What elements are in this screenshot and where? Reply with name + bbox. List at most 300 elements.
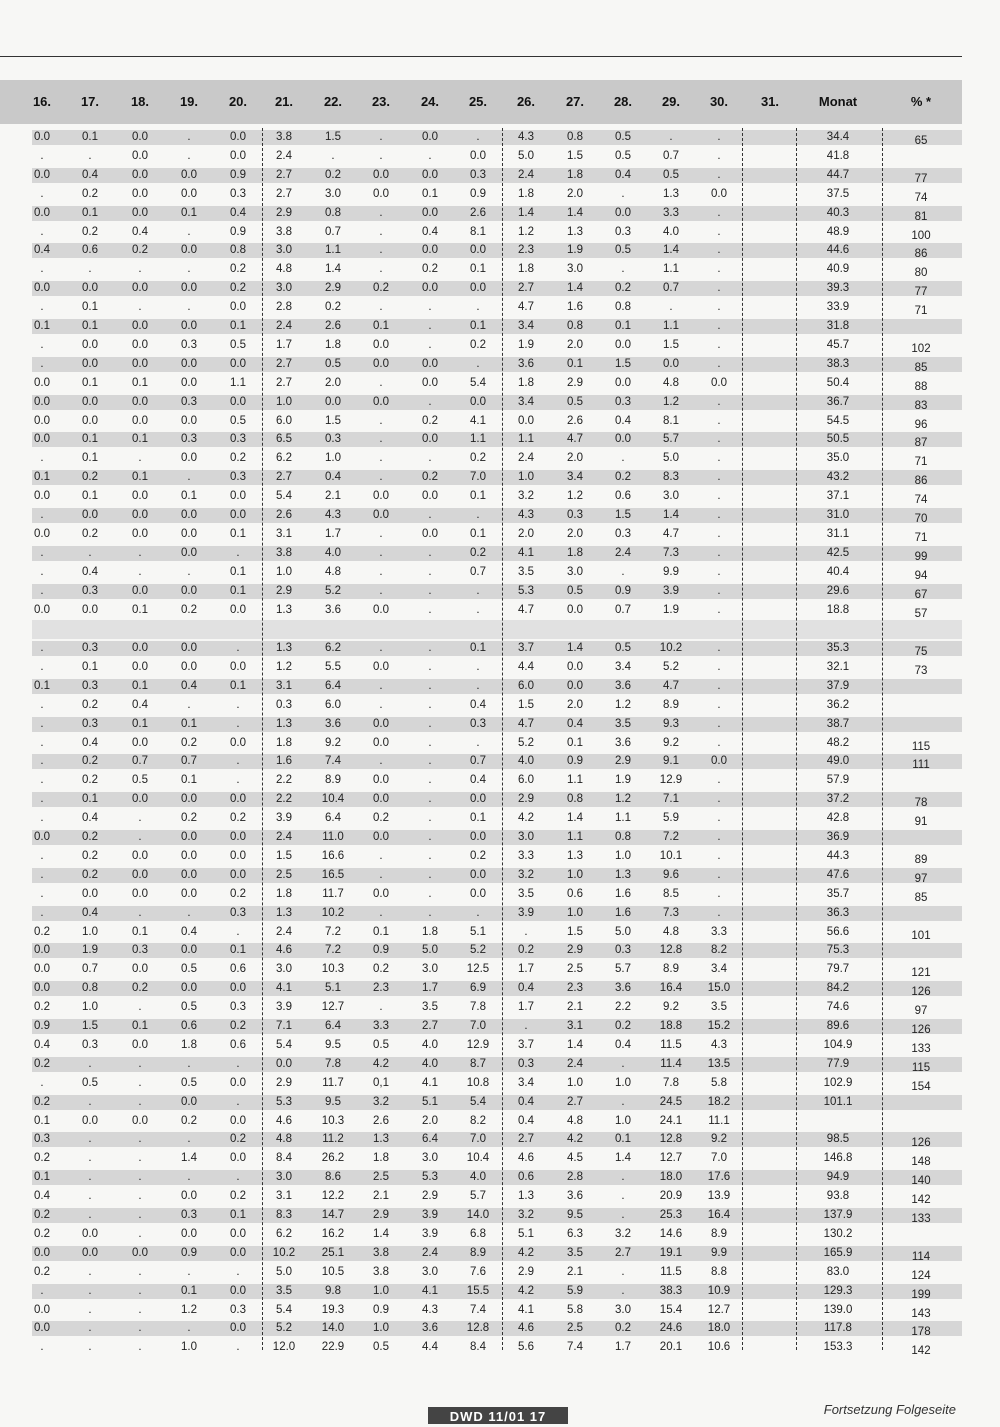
table-cell: 36.7 xyxy=(826,395,850,408)
table-cell: 0.2 xyxy=(470,452,486,465)
table-cell: 3.4 xyxy=(518,320,534,332)
table-cell: 0.0 xyxy=(82,887,98,900)
table-cell: 6.0 xyxy=(518,679,534,692)
table-cell: 9.5 xyxy=(325,1038,341,1051)
table-cell: 0.0 xyxy=(34,1322,50,1335)
table-cell: . xyxy=(621,1284,625,1297)
table-cell: 31.1 xyxy=(826,527,850,540)
table-cell: 0.3 xyxy=(230,433,246,446)
table-cell: 0.2 xyxy=(230,1190,246,1203)
group-separator xyxy=(32,620,962,639)
table-cell: 22.9 xyxy=(321,1341,345,1354)
table-cell: 7.4 xyxy=(325,755,341,768)
table-cell: 0.2 xyxy=(82,868,98,881)
table-cell: 7.2 xyxy=(663,831,679,843)
table-cell: 2.7 xyxy=(518,1133,534,1146)
table-cell: 1.5 xyxy=(325,131,341,143)
table-cell: 6.9 xyxy=(470,982,486,995)
column-header: % * xyxy=(910,94,932,109)
table-cell: . xyxy=(138,301,142,314)
table-cell: 1.0 xyxy=(567,868,583,881)
table-cell: 1.0 xyxy=(276,565,292,578)
table-cell: 8.2 xyxy=(470,1114,486,1127)
table-cell: 3.9 xyxy=(276,812,292,825)
table-cell: 0.4 xyxy=(325,471,341,484)
table-cell: . xyxy=(428,755,432,768)
table-cell: 0.0 xyxy=(34,168,50,181)
table-cell: 0.0 xyxy=(82,282,98,295)
table-cell: . xyxy=(717,509,721,521)
table-cell: 0.1 xyxy=(82,320,98,332)
table-cell: 0.1 xyxy=(181,717,197,730)
table-cell: 0.0 xyxy=(181,357,197,370)
table-cell: 0.3 xyxy=(567,509,583,521)
table-cell: 104.9 xyxy=(823,1038,853,1051)
table-cell: . xyxy=(717,301,721,314)
table-cell: . xyxy=(717,679,721,692)
table-cell: 1.4 xyxy=(615,1152,631,1165)
table-cell: 1.6 xyxy=(276,755,292,768)
table-cell: . xyxy=(138,906,142,919)
table-cell: 37.9 xyxy=(826,679,850,692)
table-cell: 0.2 xyxy=(34,1001,50,1014)
table-cell: 6.5 xyxy=(276,433,292,446)
table-cell: 79.7 xyxy=(826,963,850,976)
table-cell: . xyxy=(379,244,383,257)
table-cell: 83 xyxy=(914,399,928,412)
table-cell: 1.0 xyxy=(615,1076,631,1089)
table-cell: 93.8 xyxy=(826,1190,850,1203)
table-cell: 3.5 xyxy=(422,1001,438,1014)
table-cell: 33.9 xyxy=(826,301,850,314)
table-cell: 102 xyxy=(911,342,931,355)
table-cell: . xyxy=(717,263,721,276)
table-cell: . xyxy=(88,1152,92,1165)
table-cell: 0.5 xyxy=(615,244,631,257)
table-cell: 0.0 xyxy=(373,603,389,616)
table-cell: 0.0 xyxy=(422,244,438,257)
table-cell: 0.6 xyxy=(615,490,631,503)
table-cell: 0.1 xyxy=(132,717,148,730)
table-cell: 1.4 xyxy=(567,282,583,295)
table-cell: . xyxy=(138,1133,142,1146)
table-cell: 4.0 xyxy=(470,1171,486,1184)
table-cell: 101.1 xyxy=(823,1095,853,1108)
table-cell: . xyxy=(428,509,432,521)
table-cell: 41.8 xyxy=(826,149,850,162)
table-cell: 133 xyxy=(911,1213,931,1225)
table-cell: . xyxy=(138,1322,142,1335)
table-cell: 0.4 xyxy=(518,1114,534,1127)
table-cell: . xyxy=(379,698,383,711)
table-cell: 34.4 xyxy=(826,131,850,143)
table-cell: 0.3 xyxy=(276,698,292,711)
table-cell: 0.4 xyxy=(132,225,148,238)
table-cell: 0.0 xyxy=(34,603,50,616)
table-cell: 0.0 xyxy=(422,376,438,389)
table-cell: 1.3 xyxy=(276,717,292,730)
table-cell: 2.1 xyxy=(373,1190,389,1203)
table-cell: . xyxy=(187,1322,191,1335)
table-cell: 3.3 xyxy=(518,849,534,862)
table-cell: 3.6 xyxy=(615,736,631,749)
table-cell: 0.1 xyxy=(181,490,197,503)
table-cell: 16.4 xyxy=(659,982,683,995)
table-cell: . xyxy=(717,906,721,919)
table-cell: 0.2 xyxy=(34,1265,50,1278)
table-cell: 89 xyxy=(914,853,928,866)
table-cell: 133 xyxy=(911,1042,931,1055)
table-cell: 3.4 xyxy=(518,395,534,408)
table-cell: 0.1 xyxy=(34,679,50,692)
table-cell: 1.3 xyxy=(373,1133,389,1146)
table-cell: . xyxy=(236,1171,240,1184)
table-cell: 3.9 xyxy=(422,1227,438,1240)
table-cell: 0.2 xyxy=(230,887,246,900)
table-cell: . xyxy=(428,793,432,806)
table-cell: 8.7 xyxy=(470,1057,486,1070)
table-cell: . xyxy=(187,263,191,276)
table-cell: . xyxy=(138,263,142,276)
table-cell: 0.0 xyxy=(230,1152,246,1165)
table-cell: 10.4 xyxy=(466,1152,490,1165)
table-cell: 83.0 xyxy=(826,1265,850,1278)
table-cell: 0.1 xyxy=(132,925,148,938)
table-cell: 0.2 xyxy=(230,812,246,825)
table-cell: 14.0 xyxy=(321,1322,345,1335)
table-cell: . xyxy=(379,131,383,143)
table-cell: 0.3 xyxy=(615,944,631,957)
table-cell: 0.0 xyxy=(422,168,438,181)
table-cell: 74 xyxy=(914,494,928,507)
table-cell: 0.6 xyxy=(230,1038,246,1051)
table-cell: 0.1 xyxy=(470,490,486,503)
table-cell: . xyxy=(379,546,383,559)
table-cell: 0.1 xyxy=(567,736,583,749)
table-cell: 77.9 xyxy=(826,1057,850,1070)
table-cell: . xyxy=(428,774,432,787)
table-cell: 0.0 xyxy=(132,206,148,219)
table-cell: 38.3 xyxy=(659,1284,683,1297)
table-cell: 4.2 xyxy=(373,1057,389,1070)
table-cell: 0.0 xyxy=(132,395,148,408)
table-cell: 1.7 xyxy=(325,527,341,540)
table-cell: . xyxy=(476,584,480,597)
table-cell: . xyxy=(717,660,721,673)
table-cell: . xyxy=(187,1265,191,1278)
table-cell: 84.2 xyxy=(826,982,850,995)
table-cell: 0.0 xyxy=(181,831,197,843)
table-cell: 1.8 xyxy=(518,263,534,276)
table-cell: . xyxy=(379,565,383,578)
table-cell: . xyxy=(428,452,432,465)
table-cell: 9.2 xyxy=(711,1133,727,1146)
table-cell: . xyxy=(717,565,721,578)
table-cell: 0.0 xyxy=(373,831,389,843)
table-cell: 0.2 xyxy=(82,471,98,484)
table-cell: 3.1 xyxy=(567,1020,583,1032)
table-cell: . xyxy=(40,868,44,881)
table-cell: 0.0 xyxy=(132,868,148,881)
table-cell: 0.4 xyxy=(181,679,197,692)
table-cell: 7.2 xyxy=(325,925,341,938)
column-header: 21. xyxy=(274,94,294,109)
table-cell: 0.2 xyxy=(34,925,50,938)
table-cell: 0.0 xyxy=(470,793,486,806)
table-cell: 6.4 xyxy=(422,1133,438,1146)
table-cell: 0.0 xyxy=(82,1114,98,1127)
table-cell: 126 xyxy=(911,986,931,999)
table-cell: 1.0 xyxy=(82,1001,98,1014)
table-cell: 0.6 xyxy=(230,963,246,976)
table-cell: 0.1 xyxy=(82,660,98,673)
table-cell: 42.8 xyxy=(826,812,850,825)
table-cell: . xyxy=(717,868,721,881)
table-cell: . xyxy=(138,546,142,559)
table-cell: 8.1 xyxy=(663,414,679,427)
table-cell: 0.0 xyxy=(34,831,50,843)
table-cell: 4.0 xyxy=(325,546,341,559)
table-cell: 3.5 xyxy=(276,1284,292,1297)
table-cell: 1.1 xyxy=(470,433,486,446)
table-cell: . xyxy=(40,1076,44,1089)
table-cell: . xyxy=(621,1095,625,1108)
table-cell: . xyxy=(40,774,44,787)
table-cell: . xyxy=(428,320,432,332)
table-cell: 0.0 xyxy=(230,660,246,673)
table-cell: 0.2 xyxy=(82,187,98,200)
table-cell: 199 xyxy=(911,1288,931,1301)
table-cell: 36.2 xyxy=(826,698,850,711)
table-cell: 20.9 xyxy=(659,1190,683,1203)
table-cell: 5.0 xyxy=(663,452,679,465)
table-cell: . xyxy=(138,1152,142,1165)
table-cell: 6.2 xyxy=(325,642,341,654)
table-cell: . xyxy=(40,642,44,654)
table-cell: 0.1 xyxy=(82,452,98,465)
table-cell: 0.5 xyxy=(181,1001,197,1014)
table-cell: 3.0 xyxy=(615,1303,631,1316)
table-cell: 12.0 xyxy=(272,1341,296,1354)
table-cell: 2.1 xyxy=(567,1265,583,1278)
table-cell: 0.0 xyxy=(615,433,631,446)
table-cell: 3.6 xyxy=(567,1190,583,1203)
table-cell: 0.2 xyxy=(230,1020,246,1032)
table-cell: 86 xyxy=(914,248,928,261)
table-cell: . xyxy=(717,168,721,181)
table-cell: 8.3 xyxy=(663,471,679,484)
table-cell: 2.0 xyxy=(567,187,583,200)
table-cell: 2.8 xyxy=(276,301,292,314)
table-cell: 0.7 xyxy=(181,755,197,768)
table-cell: 2.7 xyxy=(276,471,292,484)
table-cell: . xyxy=(717,244,721,257)
table-cell: 0.5 xyxy=(373,1038,389,1051)
table-cell: 4.7 xyxy=(663,527,679,540)
table-cell: 0.0 xyxy=(132,509,148,521)
table-cell: 1.8 xyxy=(567,546,583,559)
table-cell: 5.2 xyxy=(325,584,341,597)
table-cell: 0.3 xyxy=(518,1057,534,1070)
table-cell: 4.6 xyxy=(518,1322,534,1335)
table-cell: 3.0 xyxy=(422,1265,438,1278)
table-cell: 0.4 xyxy=(82,812,98,825)
table-cell: . xyxy=(717,849,721,862)
table-cell: 1.5 xyxy=(518,698,534,711)
table-cell: . xyxy=(379,642,383,654)
table-cell: 1.3 xyxy=(276,642,292,654)
table-cell: . xyxy=(428,546,432,559)
table-cell: 45.7 xyxy=(826,338,850,351)
table-cell: 3.5 xyxy=(711,1001,727,1014)
table-cell: 12.7 xyxy=(659,1152,683,1165)
table-cell: 11.2 xyxy=(322,1133,344,1146)
table-cell: 2.5 xyxy=(373,1171,389,1184)
table-cell: . xyxy=(717,452,721,465)
table-cell: 0.0 xyxy=(470,831,486,843)
table-cell: 11.7 xyxy=(322,887,344,900)
table-cell: 146.8 xyxy=(823,1152,853,1165)
table-cell: 0.0 xyxy=(181,793,197,806)
table-cell: 0.9 xyxy=(470,187,486,200)
table-cell: . xyxy=(88,1209,92,1221)
table-cell: 5.0 xyxy=(615,925,631,938)
table-cell: 13.5 xyxy=(707,1057,731,1070)
table-cell: 0.0 xyxy=(132,584,148,597)
table-cell: 75.3 xyxy=(826,944,850,957)
table-cell: 0.0 xyxy=(181,849,197,862)
table-cell: 29.6 xyxy=(826,584,850,597)
table-cell: 2.4 xyxy=(276,320,292,332)
table-cell: 5.1 xyxy=(470,925,486,938)
table-cell: 0.0 xyxy=(325,395,341,408)
table-cell: 0.8 xyxy=(615,831,631,843)
table-cell: 86 xyxy=(914,475,928,488)
table-cell: . xyxy=(88,1303,92,1316)
table-cell: 2.7 xyxy=(615,1246,631,1259)
table-cell: 8.9 xyxy=(325,774,341,787)
table-cell: 0.9 xyxy=(615,584,631,597)
table-cell: 0.0 xyxy=(230,509,246,521)
table-cell: 0.3 xyxy=(181,338,197,351)
table-cell: 57.9 xyxy=(826,774,850,787)
table-cell: 0.0 xyxy=(82,1246,98,1259)
table-cell: 3.8 xyxy=(276,225,292,238)
table-cell: 2.0 xyxy=(518,527,534,540)
table-cell: 10.1 xyxy=(659,849,683,862)
table-cell: 0.0 xyxy=(132,1038,148,1051)
table-cell: 0.5 xyxy=(615,131,631,143)
table-cell: . xyxy=(187,906,191,919)
table-cell: 2.9 xyxy=(325,282,341,295)
table-cell: 1.7 xyxy=(518,1001,534,1014)
table-cell: 1.2 xyxy=(663,395,679,408)
table-cell: 3.0 xyxy=(663,490,679,503)
table-cell: 3.8 xyxy=(276,131,292,143)
table-cell: 153.3 xyxy=(823,1341,853,1354)
table-cell: . xyxy=(138,1341,142,1354)
table-cell: 2.7 xyxy=(276,168,292,181)
table-cell: 178 xyxy=(911,1326,931,1339)
table-cell: 1.8 xyxy=(181,1038,197,1051)
table-cell: 0.2 xyxy=(181,1114,197,1127)
table-cell: 0.5 xyxy=(373,1341,389,1354)
table-cell: 4.3 xyxy=(518,131,534,143)
table-cell: 0.0 xyxy=(230,1284,246,1297)
table-cell: . xyxy=(379,755,383,768)
table-cell: 5.8 xyxy=(711,1076,727,1089)
table-cell: 1.1 xyxy=(230,376,246,389)
table-cell: 11.5 xyxy=(660,1038,682,1051)
table-cell: . xyxy=(476,906,480,919)
table-cell: 0.0 xyxy=(132,149,148,162)
table-cell: . xyxy=(187,149,191,162)
table-cell: . xyxy=(428,812,432,825)
table-cell: 6.8 xyxy=(470,1227,486,1240)
table-cell: 4.2 xyxy=(567,1133,583,1146)
table-cell: 44.6 xyxy=(826,244,850,257)
table-cell: 1.1 xyxy=(325,244,341,257)
table-cell: 3.5 xyxy=(518,565,534,578)
table-cell: 8.9 xyxy=(470,1246,486,1259)
table-cell: 2.4 xyxy=(276,831,292,843)
table-cell: 1.1 xyxy=(567,774,583,787)
table-cell: 1.3 xyxy=(663,187,679,200)
table-cell: 3.9 xyxy=(276,1001,292,1014)
table-cell: 0.0 xyxy=(82,414,98,427)
continuation-note: Fortsetzung Folgeseite xyxy=(823,1402,956,1417)
table-cell: . xyxy=(40,225,44,238)
table-cell: 4.4 xyxy=(422,1341,438,1354)
table-cell: 3.0 xyxy=(567,263,583,276)
table-cell: 3.3 xyxy=(711,925,727,938)
column-header: 17. xyxy=(80,94,100,109)
table-cell: 0.9 xyxy=(230,168,246,181)
table-cell: 0.0 xyxy=(230,149,246,162)
table-cell: 3.0 xyxy=(422,963,438,976)
table-cell: 0.2 xyxy=(82,225,98,238)
table-cell: 1.9 xyxy=(615,774,631,787)
table-cell: 0.0 xyxy=(230,831,246,843)
table-cell: 0.0 xyxy=(34,527,50,540)
table-cell: 0.2 xyxy=(230,263,246,276)
table-cell: 10.2 xyxy=(272,1246,296,1259)
table-cell: 8.2 xyxy=(711,944,727,957)
table-cell: 0.0 xyxy=(373,774,389,787)
table-cell: . xyxy=(717,131,721,143)
table-cell: . xyxy=(428,149,432,162)
table-cell: 5.4 xyxy=(276,1038,292,1051)
table-cell: 10.4 xyxy=(321,793,345,806)
table-cell: 50.4 xyxy=(826,376,850,389)
table-cell: 0.4 xyxy=(230,206,246,219)
table-cell: 0.0 xyxy=(230,131,246,143)
column-header: 25. xyxy=(468,94,488,109)
table-cell: 0.0 xyxy=(373,509,389,521)
table-cell: 0.0 xyxy=(373,395,389,408)
table-cell: 5.8 xyxy=(567,1303,583,1316)
table-cell: 2.9 xyxy=(422,1190,438,1203)
table-cell: 9.6 xyxy=(663,868,679,881)
table-cell: . xyxy=(236,1057,240,1070)
table-cell: 18.0 xyxy=(659,1171,683,1184)
table-cell: 6.0 xyxy=(518,774,534,787)
table-cell: 0.1 xyxy=(82,301,98,314)
table-cell: 7.3 xyxy=(663,906,679,919)
table-cell: 1.4 xyxy=(663,509,679,521)
table-cell: . xyxy=(236,925,240,938)
table-cell: . xyxy=(138,1171,142,1184)
